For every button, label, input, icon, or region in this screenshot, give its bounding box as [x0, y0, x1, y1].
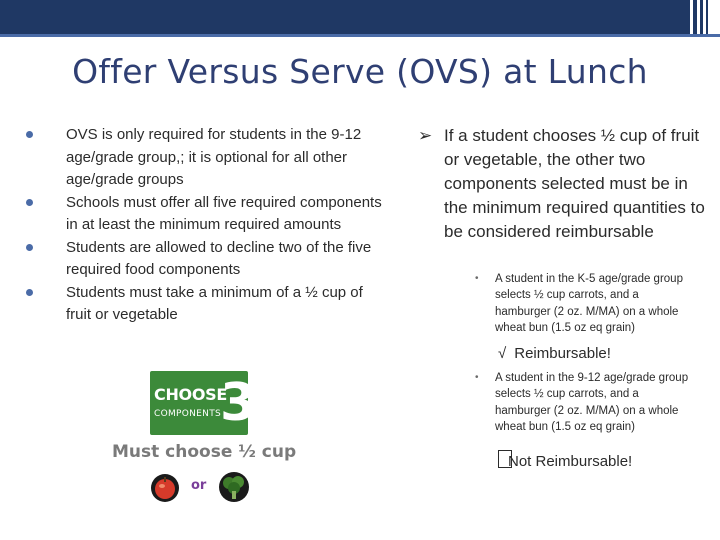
top-banner-stripe — [700, 0, 703, 34]
choose-number: 3 — [220, 373, 257, 433]
sub-bullet-dot: • — [475, 273, 479, 284]
bullet-item — [26, 124, 386, 192]
bullet-dot — [26, 199, 33, 206]
components-label: COMPONENTS — [154, 409, 222, 419]
example-text: A student in the 9-12 age/grade group selects ½ cup carrots, and a hamburger (2 oz. M/MA) on a whole wheat bun (1.5 oz eq grain) — [495, 372, 689, 433]
bullet-text: OVS is only required for students in the 9-12 age/grade group,; it is optional for all other age/grade groups — [66, 126, 362, 188]
choose-3-badge — [150, 371, 257, 435]
slide-title: Offer Versus Serve (OVS) at Lunch — [72, 52, 648, 91]
bullet-text: Students are allowed to decline two of the five required food components — [66, 238, 372, 278]
reimbursable-verdict — [498, 345, 611, 362]
top-banner-stripe — [693, 0, 697, 34]
example-item — [475, 370, 695, 435]
right-column — [418, 124, 708, 244]
apple-icon — [150, 473, 180, 503]
verdict-text: Not Reimbursable! — [508, 453, 633, 470]
sub-bullet-dot: • — [475, 372, 479, 383]
example-text: A student in the K-5 age/grade group selects ½ cup carrots, and a hamburger (2 oz. M/MA) on a whole wheat bun (1.5 oz eq grain) — [495, 273, 683, 334]
bullet-dot — [26, 289, 33, 296]
bullet-text: Students must take a minimum of a ½ cup of fruit or vegetable — [66, 283, 363, 323]
left-bullet-list — [26, 124, 386, 327]
not-reimbursable-verdict — [498, 450, 632, 470]
choose-label: CHOOSE — [154, 385, 227, 404]
top-banner-stripe — [706, 0, 708, 34]
bullet-text: Schools must offer all five required components in at least the minimum required amounts — [66, 193, 382, 233]
bullet-item — [26, 192, 386, 237]
top-banner-accent-line — [0, 34, 720, 37]
bullet-item — [26, 282, 386, 327]
checkmark-icon: √ — [498, 345, 507, 362]
broccoli-icon — [218, 471, 250, 503]
choose-components-graphic — [108, 368, 297, 508]
top-banner-band — [0, 0, 690, 34]
verdict-text: Reimbursable! — [514, 345, 611, 362]
must-choose-label: Must choose ½ cup — [112, 442, 297, 462]
example-item — [475, 271, 695, 336]
bullet-dot — [26, 244, 33, 251]
right-main-text: If a student chooses ½ cup of fruit or vegetable, the other two components selected must be in the minimum required quantities to be considered reimbursable — [444, 126, 705, 241]
right-main-point — [418, 124, 708, 244]
bullet-dot — [26, 131, 33, 138]
or-label: or — [191, 478, 207, 493]
bullet-item — [26, 237, 386, 282]
arrow-bullet-icon: ➢ — [418, 126, 433, 145]
top-banner — [0, 0, 720, 34]
